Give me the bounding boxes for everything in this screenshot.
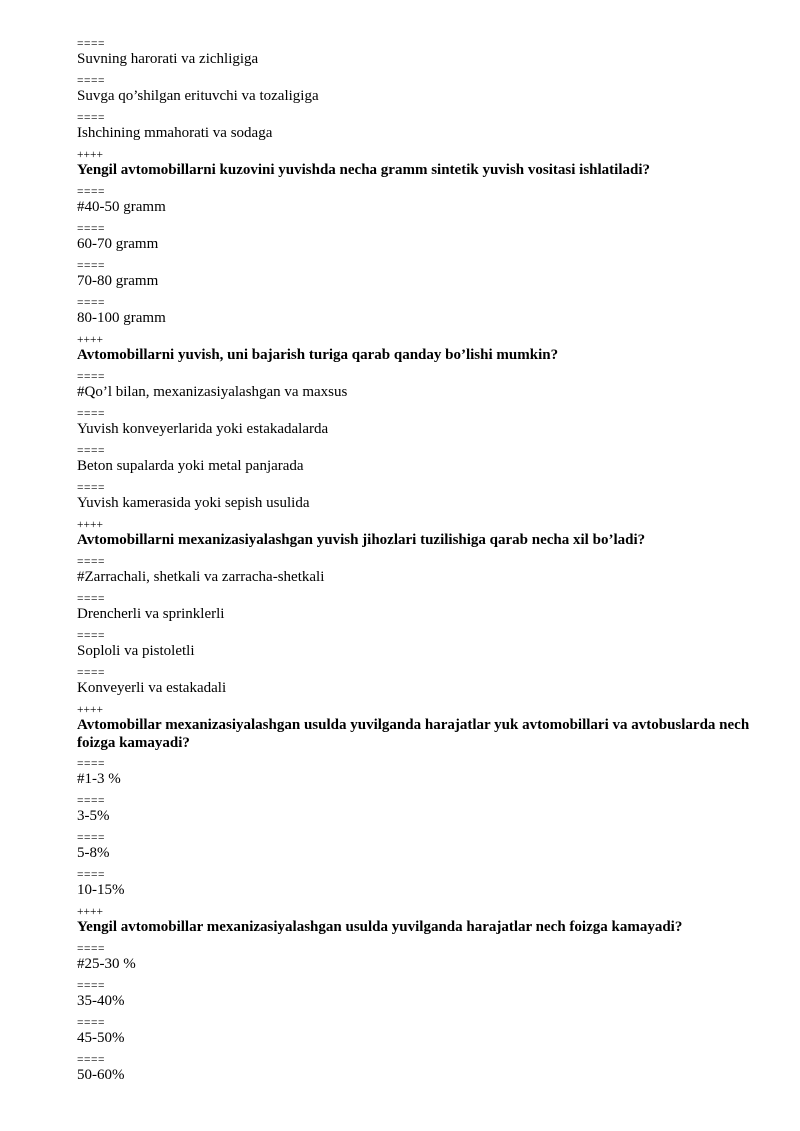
- answer-separator: ====: [77, 943, 105, 955]
- answer-separator: ====: [77, 112, 105, 124]
- answer-option: Soploli va pistoletli: [77, 643, 195, 659]
- question-separator: ++++: [77, 149, 103, 161]
- answer-separator: ====: [77, 408, 105, 420]
- answer-option: 50-60%: [77, 1067, 125, 1083]
- question-separator: ++++: [77, 906, 103, 918]
- correct-answer-option: #40-50 gramm: [77, 199, 166, 215]
- answer-separator: ====: [77, 297, 105, 309]
- answer-option: 70-80 gramm: [77, 273, 159, 289]
- answer-option: 45-50%: [77, 1030, 125, 1046]
- answer-separator: ====: [77, 260, 105, 272]
- answer-separator: ====: [77, 758, 105, 770]
- answer-separator: ====: [77, 795, 105, 807]
- answer-separator: ====: [77, 980, 105, 992]
- answer-option: 80-100 gramm: [77, 310, 166, 326]
- answer-separator: ====: [77, 482, 105, 494]
- answer-option: 35-40%: [77, 993, 125, 1009]
- question-separator: ++++: [77, 704, 103, 716]
- question-text: Yengil avtomobillar mexanizasiyalashgan usulda yuvilganda harajatlar nech foizga kamayadi?: [77, 919, 683, 935]
- answer-option: 10-15%: [77, 882, 125, 898]
- answer-separator: ====: [77, 1017, 105, 1029]
- correct-answer-option: #Zarrachali, shetkali va zarracha-shetkali: [77, 569, 325, 585]
- document-page: [77, 38, 767, 1091]
- answer-separator: ====: [77, 556, 105, 568]
- question-text: Yengil avtomobillarni kuzovini yuvishda necha gramm sintetik yuvish vositasi ishlatiladi?: [77, 162, 651, 178]
- question-separator: ++++: [77, 334, 103, 346]
- answer-separator: ====: [77, 593, 105, 605]
- answer-option: 5-8%: [77, 845, 110, 861]
- answer-separator: ====: [77, 832, 105, 844]
- correct-answer-option: #25-30 %: [77, 956, 136, 972]
- answer-option: Konveyerli va estakadali: [77, 680, 227, 696]
- answer-option: Ishchining mmahorati va sodaga: [77, 125, 273, 141]
- answer-option: Yuvish kamerasida yoki sepish usulida: [77, 495, 310, 511]
- question-text: Avtomobillarni yuvish, uni bajarish turiga qarab qanday bo’lishi mumkin?: [77, 347, 559, 363]
- answer-separator: ====: [77, 223, 105, 235]
- answer-separator: ====: [77, 630, 105, 642]
- answer-option: Yuvish konveyerlarida yoki estakadalarda: [77, 421, 329, 437]
- answer-separator: ====: [77, 869, 105, 881]
- answer-option: Drencherli va sprinklerli: [77, 606, 225, 622]
- answer-option: Suvga qo’shilgan erituvchi va tozaligiga: [77, 88, 319, 104]
- correct-answer-option: #Qo’l bilan, mexanizasiyalashgan va maxsus: [77, 384, 348, 400]
- question-text: Avtomobillarni mexanizasiyalashgan yuvish jihozlari tuzilishiga qarab necha xil bo’ladi?: [77, 532, 646, 548]
- answer-separator: ====: [77, 1054, 105, 1066]
- answer-option: 3-5%: [77, 808, 110, 824]
- answer-separator: ====: [77, 75, 105, 87]
- correct-answer-option: #1-3 %: [77, 771, 121, 787]
- answer-option: 60-70 gramm: [77, 236, 159, 252]
- question-text: Avtomobillar mexanizasiyalashgan usulda yuvilganda harajatlar yuk avtomobillari va avtobuslarda nech foizga kamayadi?: [77, 717, 750, 751]
- answer-separator: ====: [77, 445, 105, 457]
- answer-separator: ====: [77, 371, 105, 383]
- answer-separator: ====: [77, 186, 105, 198]
- answer-separator: ====: [77, 667, 105, 679]
- question-separator: ++++: [77, 519, 103, 531]
- answer-separator: ====: [77, 38, 105, 50]
- answer-option: Suvning harorati va zichligiga: [77, 51, 259, 67]
- answer-option: Beton supalarda yoki metal panjarada: [77, 458, 304, 474]
